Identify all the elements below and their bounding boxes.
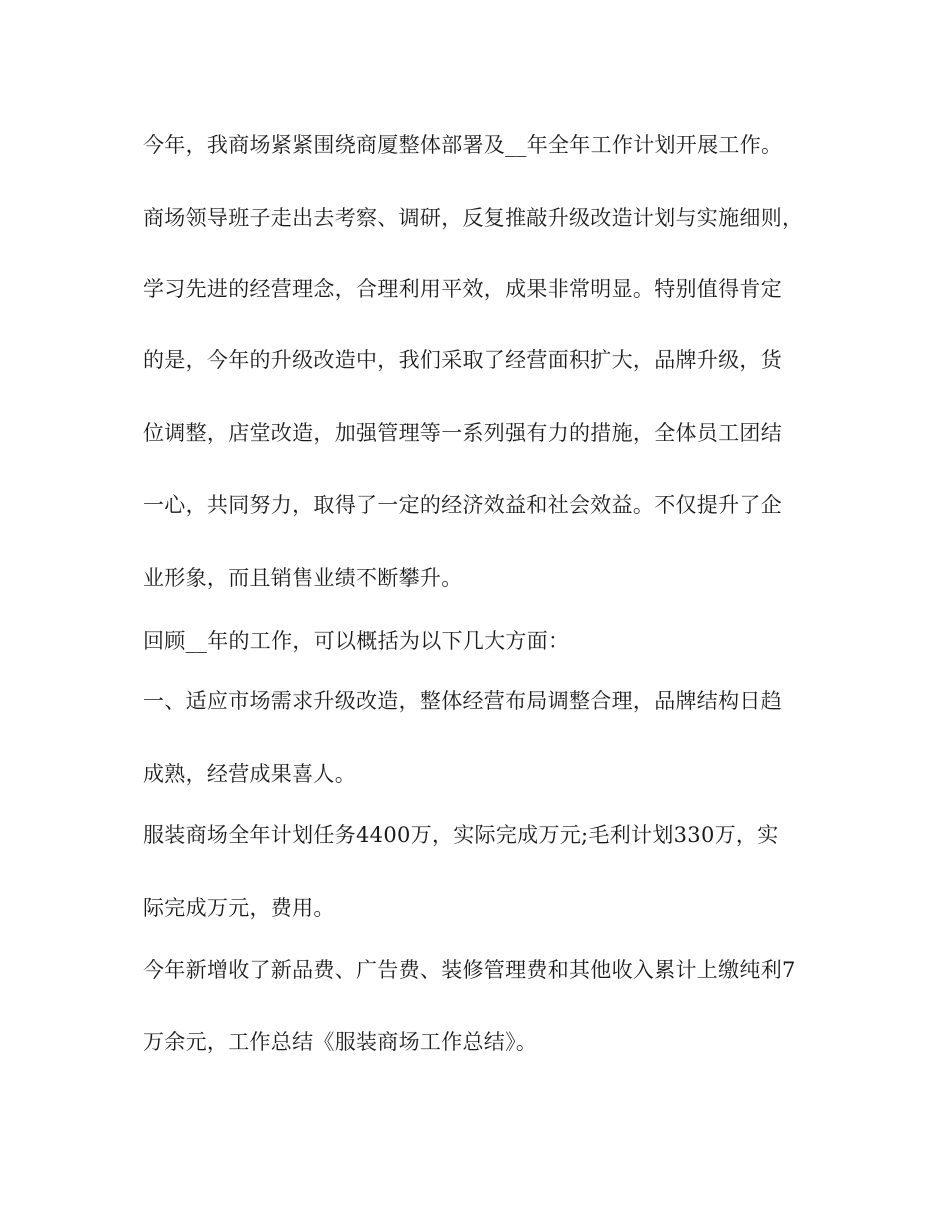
text-line: 今年新增收了新品费、广告费、装修管理费和其他收入累计上缴纯利7 [143, 958, 796, 982]
text-line: 一、适应市场需求升级改造，整体经营布局调整合理，品牌结构日趋 [143, 689, 782, 713]
text-line: 万余元，工作总结《服装商场工作总结》。 [143, 1030, 538, 1054]
text-line: 的是，今年的升级改造中，我们采取了经营面积扩大，品牌升级，货 [143, 348, 782, 372]
text-line: 业形象，而且销售业绩不断攀升。 [143, 566, 463, 590]
text-line: 回顾__年的工作，可以概括为以下几大方面： [143, 629, 570, 653]
text-line: 际完成万元，费用。 [143, 896, 335, 920]
text-line: 一心，共同努力，取得了一定的经济效益和社会效益。不仅提升了企 [143, 493, 782, 517]
text-line: 服装商场全年计划任务4400万，实际完成万元;毛利计划330万，实 [143, 823, 779, 847]
text-line: 成熟，经营成果喜人。 [143, 762, 356, 786]
text-line: 位调整，店堂改造，加强管理等一系列强有力的措施，全体员工团结 [143, 421, 782, 445]
text-line: 商场领导班子走出去考察、调研，反复推敲升级改造计划与实施细则， [143, 206, 804, 230]
text-line: 学习先进的经营理念，合理利用平效，成果非常明显。特别值得肯定 [143, 277, 782, 301]
text-line: 今年，我商场紧紧围绕商厦整体部署及__年全年工作计划开展工作。 [143, 133, 783, 157]
